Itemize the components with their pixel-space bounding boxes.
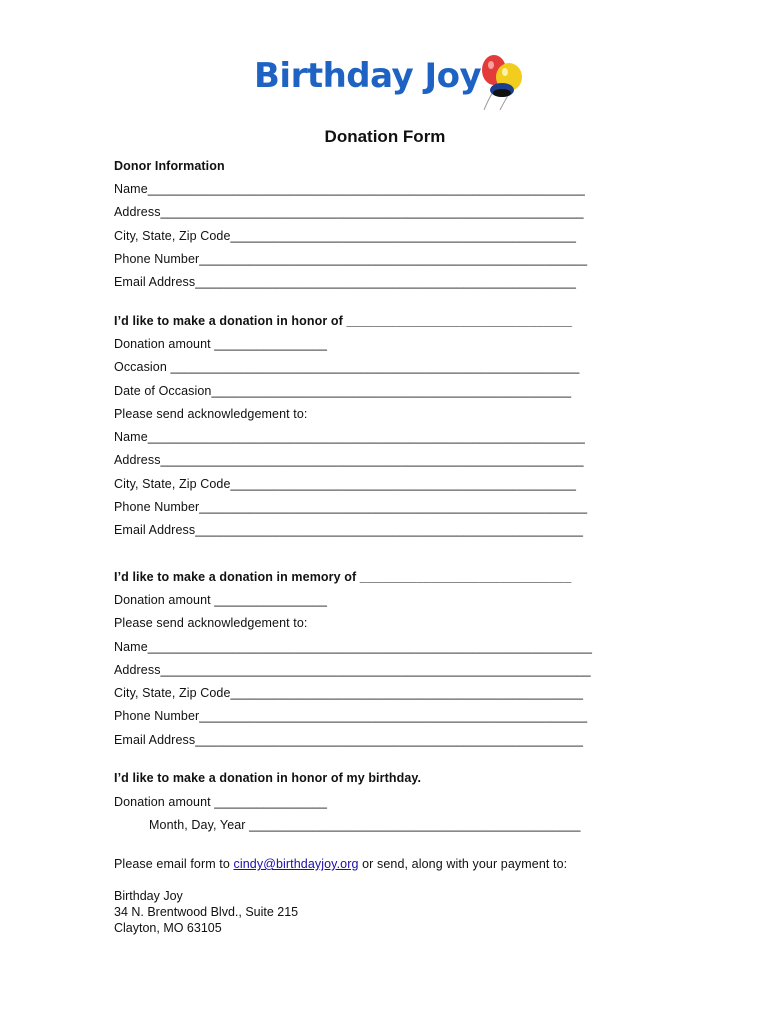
address-street: 34 N. Brentwood Blvd., Suite 215 [114,905,299,919]
honor-address-field[interactable]: Address____________________________________________________________ [114,453,584,467]
birthday-date-field[interactable]: Month, Day, Year _______________________________________________ [149,818,581,832]
donor-phone-field[interactable]: Phone Number_______________________________________________________ [114,252,588,266]
memory-name-field[interactable]: Name_______________________________________________________________ [114,640,593,654]
donor-name-field[interactable]: Name______________________________________________________________ [114,182,585,196]
memory-city-field[interactable]: City, State, Zip Code__________________________________________________ [114,686,584,700]
memory-heading[interactable]: I’d like to make a donation in memory of ______________________________ [114,570,572,584]
donor-city-field[interactable]: City, State, Zip Code_________________________________________________ [114,229,577,243]
honor-phone-field[interactable]: Phone Number_______________________________________________________ [114,500,588,514]
logo [254,50,524,112]
honor-date-field[interactable]: Date of Occasion___________________________________________________ [114,384,572,398]
honor-city-field[interactable]: City, State, Zip Code_________________________________________________ [114,477,577,491]
footer-prefix: Please email form to [114,857,234,871]
honor-occasion-field[interactable]: Occasion __________________________________________________________ [114,360,580,374]
footer-suffix: or send, along with your payment to: [358,857,568,871]
logo-text: Birthday Joy [254,56,482,96]
memory-amount-field[interactable]: Donation amount ________________ [114,593,328,607]
memory-email-field[interactable]: Email Address_______________________________________________________ [114,733,584,747]
page-title: Donation Form [324,127,446,146]
balloons-icon [464,50,530,112]
donor-heading: Donor Information [114,159,225,173]
honor-amount-field[interactable]: Donation amount ________________ [114,337,328,351]
honor-email-field[interactable]: Email Address_______________________________________________________ [114,523,584,537]
donor-email-field[interactable]: Email Address______________________________________________________ [114,275,576,289]
honor-name-field[interactable]: Name______________________________________________________________ [114,430,585,444]
memory-ack-label: Please send acknowledgement to: [114,616,308,630]
address-org: Birthday Joy [114,889,183,903]
footer-instructions [114,857,567,871]
donor-address-field[interactable]: Address____________________________________________________________ [114,205,584,219]
memory-address-field[interactable]: Address_____________________________________________________________ [114,663,591,677]
email-link[interactable]: cindy@birthdayjoy.org [233,857,359,871]
honor-heading[interactable]: I’d like to make a donation in honor of ________________________________ [114,314,573,328]
honor-ack-label: Please send acknowledgement to: [114,407,308,421]
address-city: Clayton, MO 63105 [114,921,222,935]
birthday-amount-field[interactable]: Donation amount ________________ [114,795,328,809]
birthday-heading: I’d like to make a donation in honor of my birthday. [114,771,422,785]
memory-phone-field[interactable]: Phone Number_______________________________________________________ [114,709,588,723]
mailing-address [114,888,298,936]
